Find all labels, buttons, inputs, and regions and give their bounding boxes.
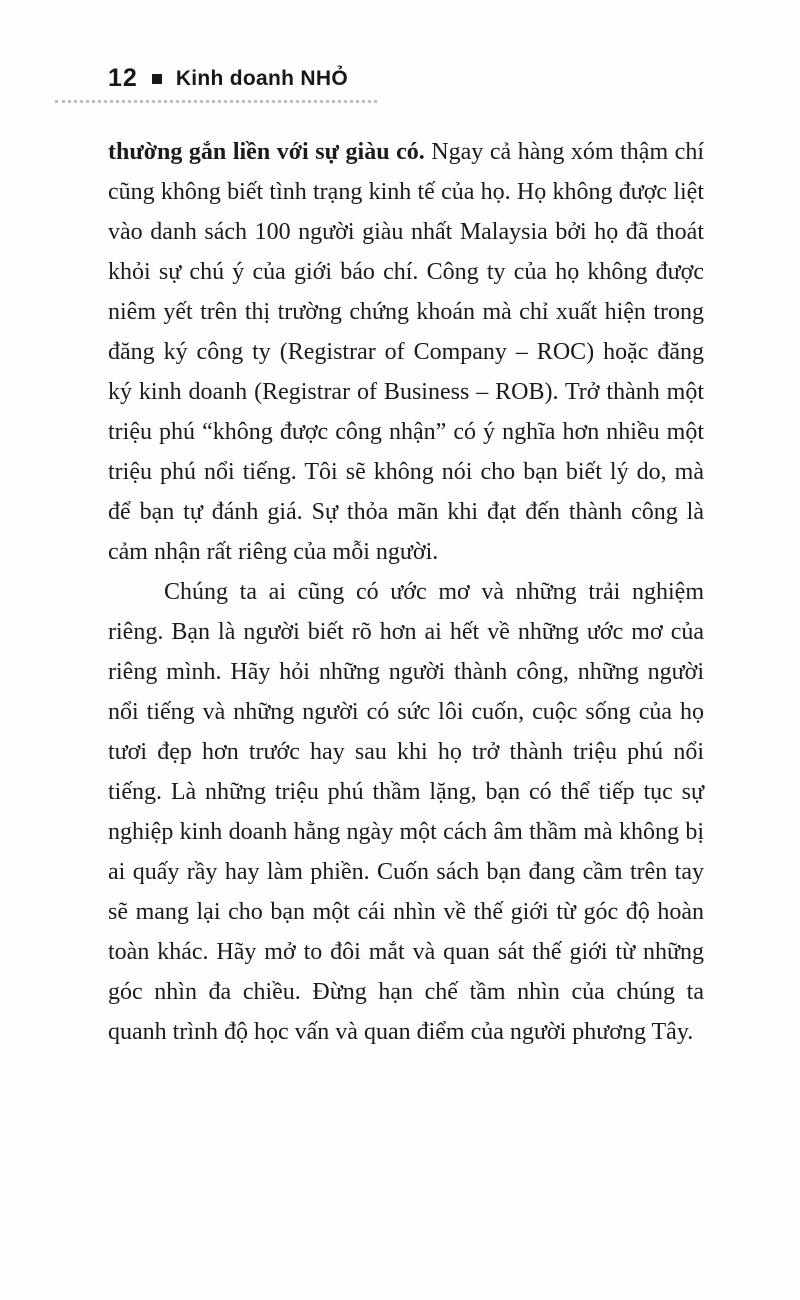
square-bullet-icon bbox=[152, 74, 162, 84]
paragraph-1-text: Ngay cả hàng xóm thậm chí cũng không biết tình trạng kinh tế của họ. Họ không được liệt vào danh sách 100 người giàu nhất Malaysia bởi họ đã thoát khỏi sự chú ý của giới báo chí. Công ty của họ không được niêm yết trên thị trường chứng khoán mà chỉ xuất hiện trong đăng ký công ty (Registrar of Company – ROC) hoặc đăng ký kinh doanh (Registrar of Business – ROB). Trở thành một triệu phú “không được công nhận” có ý nghĩa hơn nhiều một triệu phú nổi tiếng. Tôi sẽ không nói cho bạn biết lý do, mà để bạn tự đánh giá. Sự thỏa mãn khi đạt đến thành công là cảm nhận rất riêng của mỗi người. bbox=[108, 139, 704, 565]
paragraph-1 bbox=[108, 132, 704, 572]
bold-lead-text: thường gắn liền với sự giàu có. bbox=[108, 139, 425, 165]
paragraph-2: Chúng ta ai cũng có ước mơ và những trải nghiệm riêng. Bạn là người biết rõ hơn ai hết về những ước mơ của riêng mình. Hãy hỏi những người thành công, những người nổi tiếng và những người có sức lôi cuốn, cuộc sống của họ tươi đẹp hơn trước hay sau khi họ trở thành triệu phú nổi tiếng. Là những triệu phú thầm lặng, bạn có thể tiếp tục sự nghiệp kinh doanh hằng ngày một cách âm thầm mà không bị ai quấy rầy hay làm phiền. Cuốn sách bạn đang cầm trên tay sẽ mang lại cho bạn một cái nhìn về thế giới từ góc độ hoàn toàn khác. Hãy mở to đôi mắt và quan sát thế giới từ những góc nhìn đa chiều. Đừng hạn chế tầm nhìn của chúng ta quanh trình độ học vấn và quan điểm của người phương Tây. bbox=[108, 579, 704, 1045]
dotted-divider bbox=[55, 100, 377, 103]
running-header bbox=[108, 66, 348, 91]
running-title: Kinh doanh NHỎ bbox=[175, 67, 348, 90]
page-content bbox=[108, 132, 704, 1052]
page-number: 12 bbox=[108, 64, 138, 92]
